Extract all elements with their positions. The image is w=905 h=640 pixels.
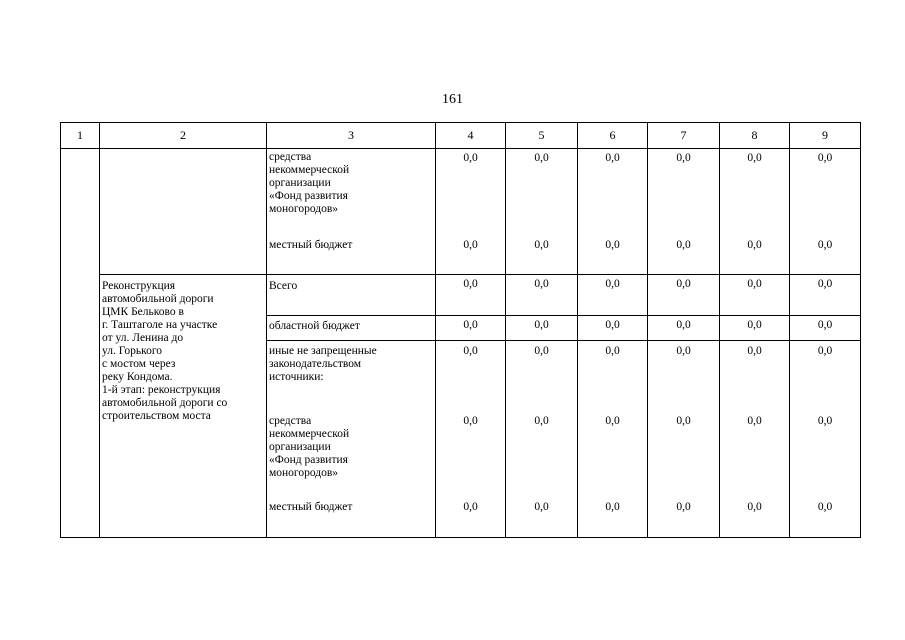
header-cell: 3 bbox=[267, 123, 436, 149]
source-cell bbox=[267, 341, 436, 538]
value: 0,0 bbox=[747, 501, 762, 513]
header-cell: 5 bbox=[506, 123, 578, 149]
value: 0,0 bbox=[534, 239, 549, 251]
value-cell: 0,0 bbox=[790, 316, 861, 341]
header-cell: 8 bbox=[720, 123, 790, 149]
header-cell: 4 bbox=[436, 123, 506, 149]
value-cell: 0,0 bbox=[720, 275, 790, 316]
page-number: 161 bbox=[442, 92, 463, 107]
header-cell: 6 bbox=[578, 123, 648, 149]
source-label: местный бюджет bbox=[269, 239, 353, 251]
value: 0,0 bbox=[605, 345, 620, 357]
value-cell: 0,0 bbox=[506, 316, 578, 341]
source-cell bbox=[267, 275, 436, 316]
value: 0,0 bbox=[747, 152, 762, 164]
header-cell: 1 bbox=[61, 123, 100, 149]
value: 0,0 bbox=[676, 345, 691, 357]
value-cell bbox=[648, 149, 720, 275]
value: 0,0 bbox=[605, 239, 620, 251]
value-cell: 0,0 bbox=[436, 316, 506, 341]
value: 0,0 bbox=[463, 345, 478, 357]
value: 0,0 bbox=[747, 239, 762, 251]
value: 0,0 bbox=[605, 415, 620, 427]
source-label: иные не запрещенные законодательством источники: bbox=[269, 345, 377, 383]
value: 0,0 bbox=[463, 239, 478, 251]
value: 0,0 bbox=[817, 239, 833, 251]
value: 0,0 bbox=[534, 501, 549, 513]
source-cell bbox=[267, 149, 436, 275]
header-cell: 9 bbox=[790, 123, 861, 149]
object-name-cell bbox=[100, 275, 267, 538]
value-cell bbox=[720, 341, 790, 538]
value: 0,0 bbox=[747, 345, 762, 357]
value-cell bbox=[436, 341, 506, 538]
value-cell: 0,0 bbox=[790, 275, 861, 316]
value: 0,0 bbox=[463, 501, 478, 513]
value-cell: 0,0 bbox=[506, 275, 578, 316]
object-cell-empty bbox=[100, 149, 267, 275]
table-row bbox=[61, 149, 861, 275]
financing-table bbox=[60, 122, 861, 538]
value: 0,0 bbox=[676, 501, 691, 513]
value-cell bbox=[506, 341, 578, 538]
value-cell: 0,0 bbox=[648, 316, 720, 341]
header-cell: 2 bbox=[100, 123, 267, 149]
value: 0,0 bbox=[605, 501, 620, 513]
value: 0,0 bbox=[817, 345, 833, 357]
value: 0,0 bbox=[817, 152, 833, 164]
value: 0,0 bbox=[817, 501, 833, 513]
value-cell bbox=[506, 149, 578, 275]
source-label: местный бюджет bbox=[269, 501, 353, 513]
source-label: средства некоммерческой организации «Фонд развития моногородов» bbox=[269, 151, 350, 215]
object-name: Реконструкция автомобильной дороги ЦМК Бельково в г. Таштаголе на участке от ул. Ленина до ул. Горького с мостом через реку Кондома. 1-й этап: реконструкция автомобильной дороги со строительством моста bbox=[102, 280, 228, 422]
value: 0,0 bbox=[534, 152, 549, 164]
source-label: средства некоммерческой организации «Фонд развития моногородов» bbox=[269, 415, 350, 479]
value-cell bbox=[436, 149, 506, 275]
value-cell: 0,0 bbox=[436, 275, 506, 316]
value-cell: 0,0 bbox=[720, 316, 790, 341]
source-cell bbox=[267, 316, 436, 341]
value: 0,0 bbox=[463, 152, 478, 164]
source-label: областной бюджет bbox=[269, 320, 360, 332]
value: 0,0 bbox=[747, 415, 762, 427]
value-cell bbox=[790, 149, 861, 275]
value-cell: 0,0 bbox=[578, 316, 648, 341]
value: 0,0 bbox=[676, 239, 691, 251]
source-label: Всего bbox=[269, 280, 298, 292]
value-cell bbox=[578, 341, 648, 538]
header-cell: 7 bbox=[648, 123, 720, 149]
value-cell bbox=[648, 341, 720, 538]
row-number-cell bbox=[61, 149, 100, 538]
value-cell: 0,0 bbox=[648, 275, 720, 316]
value: 0,0 bbox=[534, 415, 549, 427]
table-row bbox=[61, 275, 861, 316]
value: 0,0 bbox=[676, 152, 691, 164]
value: 0,0 bbox=[676, 415, 691, 427]
value: 0,0 bbox=[605, 152, 620, 164]
value: 0,0 bbox=[534, 345, 549, 357]
value: 0,0 bbox=[463, 415, 478, 427]
value: 0,0 bbox=[817, 415, 833, 427]
value-cell bbox=[578, 149, 648, 275]
value-cell bbox=[720, 149, 790, 275]
table-header-row bbox=[61, 123, 861, 149]
value-cell bbox=[790, 341, 861, 538]
value-cell: 0,0 bbox=[578, 275, 648, 316]
